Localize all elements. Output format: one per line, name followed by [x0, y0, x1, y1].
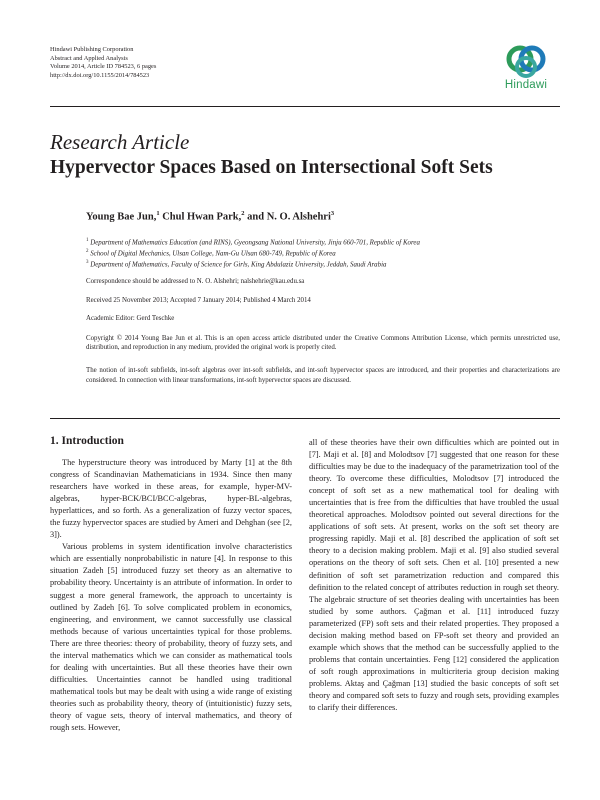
affiliation-3 — [86, 258, 566, 269]
journal-name: Abstract and Applied Analysis — [50, 54, 128, 62]
journal-doi[interactable]: http://dx.doi.org/10.1155/2014/784523 — [50, 71, 150, 79]
affiliation-2-sup: 2 — [86, 249, 89, 254]
correspondence: Correspondence should be addressed to N. O. Alshehri; nalshehrie@kau.edu.sa — [86, 278, 305, 285]
journal-header — [50, 46, 156, 80]
left-column — [50, 457, 292, 734]
author-2: Chul Hwan Park, — [162, 211, 242, 223]
paragraph: The hyperstructure theory was introduced by Marty [1] at the 8th congress of Scandinavian Mathematicians in 1934. Since then many researchers have worked in these areas, for example, hyper-MV-algebras, hyper-BCK/BCI/BCC-algebras, hyper-BL-algebras, hyperlattices, and so forth. As a generalization of fuzzy vector spaces, the fuzzy hypervector spaces are studied by Ameri and Dehghan (see [2, 3]). — [50, 458, 292, 540]
author-1: Young Bae Jun, — [86, 211, 157, 223]
affiliation-1-text: Department of Mathematics Education (and RINS), Gyeongsang National University, Jinju 660-701, Republic of Korea — [90, 239, 420, 247]
copyright-notice: Copyright © 2014 Young Bae Jun et al. This is an open access article distributed under the Creative Commons Attribution License, which permits unrestricted use, distribution, and reproduction in any medium, provided the original work is properly cited. — [86, 335, 560, 352]
header-rule — [50, 106, 560, 107]
author-3: and N. O. Alshehri — [247, 211, 331, 223]
paragraph: all of these theories have their own difficulties which are pointed out in [7]. Maji et al. [8] and Molodtsov [7] suggested that one reason for these difficulties may be due to the inadequacy of the parametrization tool of the theory. To overcome these difficulties, Molodtsov [7] introduced the concept of soft set as a new mathematical tool for dealing with uncertainties that is free from the difficulties that have troubled the usual theoretical approaches. Molodtsov pointed out several directions for the applications of soft sets. At present, works on the soft set theory are progressing rapidly. Maji et al. [8] described the application of soft set theory to a decision making problem. Maji et al. [9] also studied several operations on the theory of soft sets. Chen et al. [10] presented a new definition of soft set parametrization reduction and compared this definition to the related concept of attributes reduction in rough set theory. The algebraic structure of set theories dealing with uncertainties has been studied by some authors. Çağman et al. [11] introduced fuzzy parameterized (FP) soft sets and their related properties. They proposed a decision making method based on FP-soft set theory and provided an example which shows that the method can be successfully applied to the problems that contain uncertainties. Feng [12] considered the application of soft rough approximations in multicriteria group decision making problems. Aktaş and Çağman [13] studied the basic concepts of soft set theory and compared soft sets to fuzzy and rough sets, providing examples to clarify their differences. — [309, 438, 559, 713]
affiliation-2 — [86, 247, 566, 258]
journal-volume: Volume 2014, Article ID 784523, 6 pages — [50, 63, 157, 71]
logo-text: Hindawi — [504, 79, 548, 91]
right-column — [309, 437, 559, 714]
publication-dates: Received 25 November 2013; Accepted 7 January 2014; Published 4 March 2014 — [86, 297, 311, 304]
section-heading: 1. Introduction — [50, 435, 124, 447]
abstract-rule — [50, 418, 560, 419]
affiliation-1-sup: 1 — [86, 238, 89, 243]
academic-editor: Academic Editor: Gerd Teschke — [86, 315, 175, 322]
paragraph: Various problems in system identification involve characteristics which are essentially nonprobabilistic in nature [4]. In response to this situation Zadeh [5] introduced fuzzy set theory as an alternative to probability theory. Uncertainty is an attribute of information. In order to suggest a more general framework, the approach to uncertainty is outlined by Zadeh [6]. To solve complicated problem in economics, engineering, and environment, we cannot successfully use classical methods because of various uncertainties typical for those problems. There are three theories: theory of probability, theory of fuzzy sets, and the interval mathematics which we can consider as mathematical tools for dealing with uncertainties. But all these theories have their own difficulties. Uncertainties cannot be handled using traditional mathematical tools but may be dealt with using a wide range of existing theories such as probability theory, theory of (intuitionistic) fuzzy sets, theory of vague sets, theory of interval mathematics, and theory of rough sets. However, — [50, 542, 292, 733]
affiliation-3-text: Department of Mathematics, Faculty of Science for Girls, King Abdulaziz University, Jeddah, Saudi Arabia — [90, 261, 387, 269]
hindawi-logo[interactable] — [496, 44, 556, 91]
article-title: Hypervector Spaces Based on Intersectional Soft Sets — [50, 157, 493, 178]
author-2-sup: 2 — [241, 210, 245, 217]
author-list — [86, 210, 334, 223]
affiliation-1 — [86, 236, 566, 247]
affiliation-3-sup: 3 — [86, 260, 89, 265]
affiliation-2-text: School of Digital Mechanics, Ulsan College, Nam-Gu Ulsan 680-749, Republic of Korea — [90, 250, 336, 258]
author-1-sup: 1 — [156, 210, 160, 217]
hindawi-logo-icon — [503, 44, 549, 80]
author-3-sup: 3 — [330, 210, 335, 217]
abstract: The notion of int-soft subfields, int-soft algebras over int-soft subfields, and int-soft hypervector spaces are introduced, and their properties and characterizations are considered. In connection with linear transformations, int-soft hypervector spaces are discussed. — [86, 367, 560, 384]
publisher: Hindawi Publishing Corporation — [50, 46, 134, 53]
article-type: Research Article — [50, 130, 190, 154]
